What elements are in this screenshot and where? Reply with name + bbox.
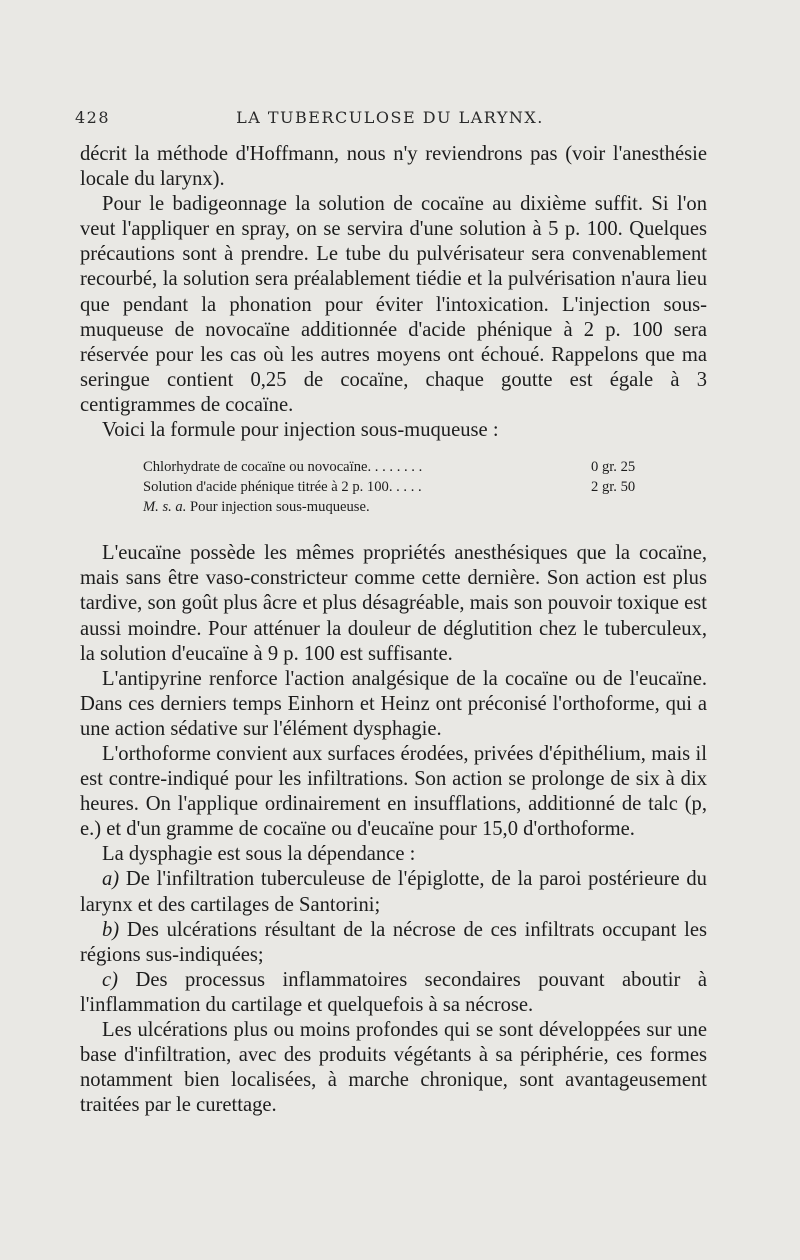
page-number: 428 [75,108,111,127]
formula-row [143,478,653,498]
paragraph-eucaine: L'eucaïne possède les mêmes propriétés anesthésiques que la cocaïne, mais sans être vaso-constricteur comme cette dernière. Son action est plus tardive, son goût plus âcre et plus désagréable, mais son pouvoir toxique est aussi moindre. Pour atténuer la douleur de déglutition chez le tuberculeux, la solution d'eucaïne à 9 p. 100 est suffisante. [80,542,707,665]
paragraph-orthoforme: L'orthoforme convient aux surfaces érodées, privées d'épithélium, mais il est contre-indiqué pour les infiltrations. Son action se prolonge de six à dix heures. On l'applique ordinairement en insufflations, additionné de talc (p, e.) et d'un gramme de cocaïne ou d'eucaïne pour 15,0 d'orthoforme. [80,742,707,841]
formula-footer [143,498,653,518]
list-marker: c) [102,968,118,991]
list-marker: b) [102,918,120,941]
formula-leader: . . . . . [388,478,422,495]
list-text: De l'infiltration tuberculeuse de l'épiglotte, de la paroi postérieure du larynx et des cartilages de Santorini; [80,868,707,916]
list-marker: a) [102,868,120,891]
list-text: Des ulcérations résultant de la nécrose de ces infiltrats occupant les régions sus-indiquées; [80,918,707,966]
paragraph-antipyrine: L'antipyrine renforce l'action analgésique de la cocaïne ou de l'eucaïne. Dans ces derniers temps Einhorn et Heinz ont préconisé l'orthoforme, qui a une action sédative sur l'élément dysphagie. [80,667,707,740]
running-title: LA TUBERCULOSE DU LARYNX. [236,108,544,127]
list-item [80,968,707,1018]
list-item [80,867,707,917]
paragraph-badigeonnage: Pour le badigeonnage la solution de cocaïne au dixième suffit. Si l'on veut l'appliquer en spray, on se servira d'une solution à 5 p. 100. Quelques précautions sont à prendre. Le tube du pulvérisateur sera convenablement recourbé, la solution sera préalablement tiédie et la pulvérisation n'aura lieu que pendant la phonation pour éviter l'intoxication. L'injection sous-muqueuse de novocaïne additionnée d'acide phénique à 2 p. 100 sera réservée pour les cas où les autres moyens ont échoué. Rappelons que ma seringue contient 0,25 de cocaïne, chaque goutte est égale à 3 centigrammes de cocaïne. [80,193,707,416]
page-body [80,142,707,1118]
list-text: Des processus inflammatoires secondaires pouvant aboutir à l'inflammation du cartilage et quelquefois à sa nécrose. [80,968,707,1016]
formula-ingredient: Chlorhydrate de cocaïne ou novocaïne [143,459,368,476]
paragraph-continuation: décrit la méthode d'Hoffmann, nous n'y reviendrons pas (voir l'anesthésie locale du larynx). [80,143,707,191]
formula-block [143,458,653,517]
paragraph-formula-intro: Voici la formule pour injection sous-muqueuse : [102,419,499,442]
formula-row [143,458,653,478]
list-item [80,918,707,968]
formula-quantity: 2 gr. 50 [591,478,636,495]
formula-leader: . . . . . . . . [367,459,423,476]
paragraph-ulcerations: Les ulcérations plus ou moins profondes qui se sont développées sur une base d'infiltration, avec des produits végétants à sa périphérie, ces formes notamment bien localisées, à marche chronique, sont avantageusement traitées par le curettage. [80,1019,707,1117]
formula-quantity: 0 gr. 25 [591,459,636,476]
formula-abbrev: M. s. a. [143,498,187,515]
paragraph-dysphagie-intro: La dysphagie est sous la dépendance : [102,843,416,866]
formula-instruction: Pour injection sous-muqueuse. [190,498,370,515]
formula-ingredient: Solution d'acide phénique titrée à 2 p. 100 [143,478,389,495]
